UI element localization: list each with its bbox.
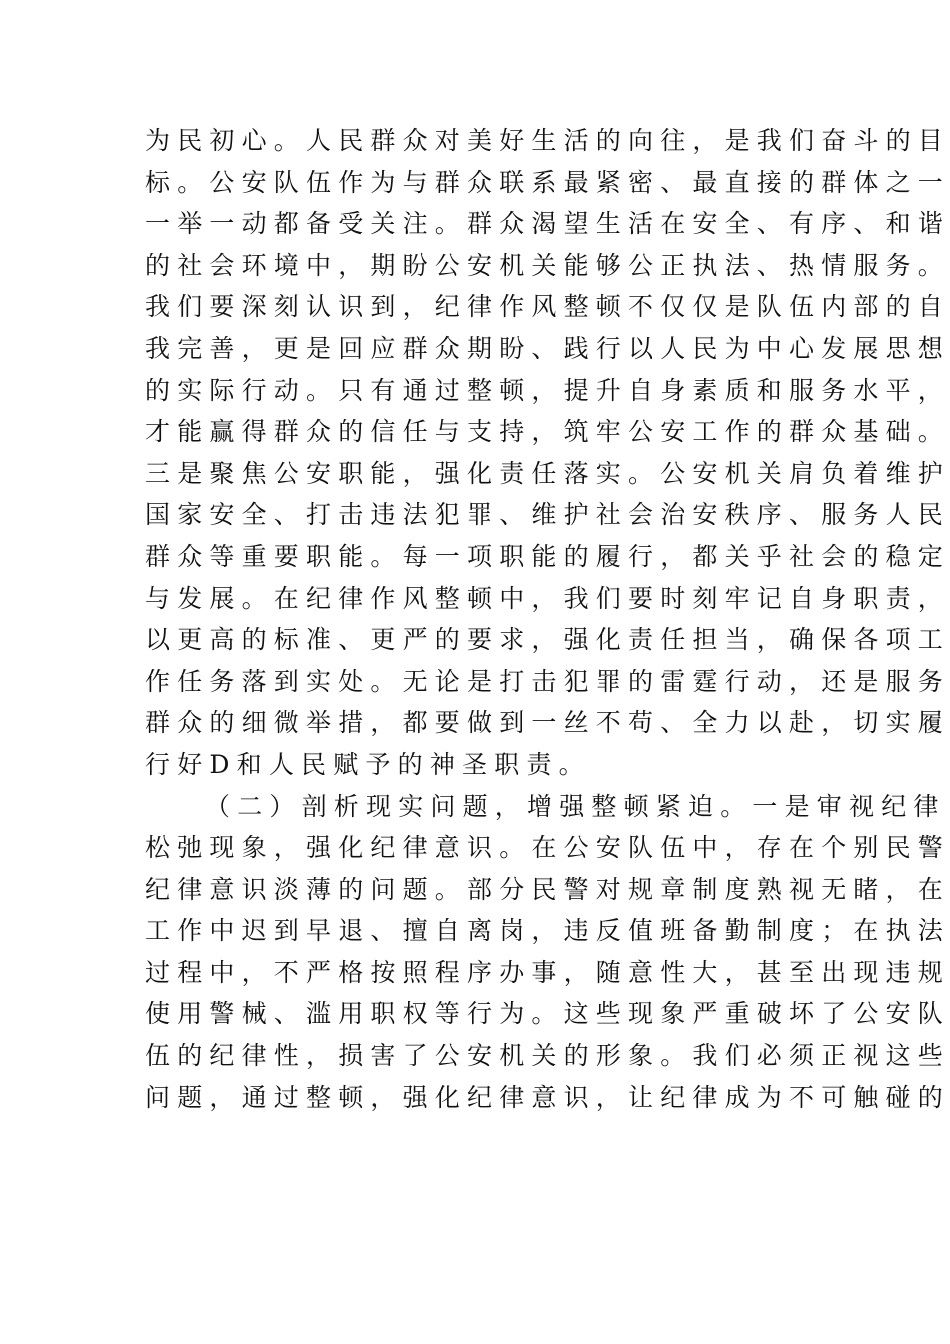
document-body <box>145 120 950 1118</box>
text-line: 我完善，更是回应群众期盼、践行以人民为中心发展思想 <box>145 333 950 363</box>
text-line: 作任务落到实处。无论是打击犯罪的雷霆行动，还是服务 <box>145 666 950 696</box>
text-line: 使用警械、滥用职权等行为。这些现象严重破坏了公安队 <box>145 999 950 1029</box>
text-line: 以更高的标准、更严的要求，强化责任担当，确保各项工 <box>145 625 950 655</box>
text-line: 群众的细微举措，都要做到一丝不苟、全力以赴，切实履 <box>145 708 950 738</box>
text-line: 标。公安队伍作为与群众联系最紧密、最直接的群体之一 <box>145 167 950 197</box>
text-line: 纪律意识淡薄的问题。部分民警对规章制度熟视无睹，在 <box>145 874 950 904</box>
text-line: 的社会环境中，期盼公安机关能够公正执法、热情服务。 <box>145 250 950 280</box>
text-line: 三是聚焦公安职能，强化责任落实。公安机关肩负着维护 <box>145 458 950 488</box>
text-line: 国家安全、打击违法犯罪、维护社会治安秩序、服务人民 <box>145 500 950 530</box>
text-line: 一举一动都备受关注。群众渴望生活在安全、有序、和谐 <box>145 209 950 239</box>
section-heading-line: （二）剖析现实问题，增强整顿紧迫。一是审视纪律 <box>205 791 946 821</box>
text-line: 我们要深刻认识到，纪律作风整顿不仅仅是队伍内部的自 <box>145 292 950 322</box>
text-line: 群众等重要职能。每一项职能的履行，都关乎社会的稳定 <box>145 541 950 571</box>
text-line: 松弛现象，强化纪律意识。在公安队伍中，存在个别民警 <box>145 833 950 863</box>
text-line: 为民初心。人民群众对美好生活的向往，是我们奋斗的目 <box>145 126 950 155</box>
text-line: 过程中，不严格按照程序办事，随意性大，甚至出现违规 <box>145 957 950 987</box>
text-line: 才能赢得群众的信任与支持，筑牢公安工作的群众基础。 <box>145 417 950 447</box>
text-line: 伍的纪律性，损害了公安机关的形象。我们必须正视这些 <box>145 1041 950 1071</box>
text-line: 工作中迟到早退、擅自离岗，违反值班备勤制度；在执法 <box>145 916 950 946</box>
text-line: 与发展。在纪律作风整顿中，我们要时刻牢记自身职责， <box>145 583 950 613</box>
text-line: 问题，通过整顿，强化纪律意识，让纪律成为不可触碰的 <box>145 1082 950 1112</box>
text-line: 的实际行动。只有通过整顿，提升自身素质和服务水平， <box>145 375 950 405</box>
text-line: 行好D和人民赋予的神圣职责。 <box>145 749 591 779</box>
